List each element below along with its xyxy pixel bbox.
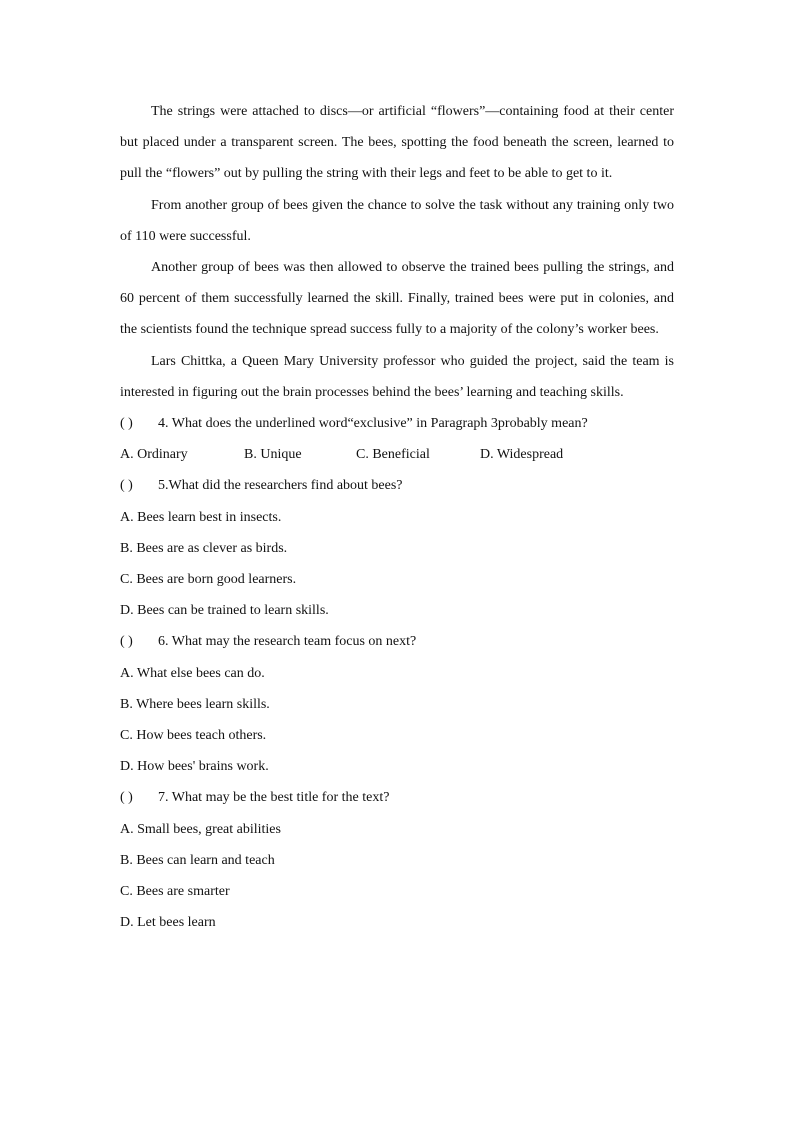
option-c: C. Bees are smarter	[120, 884, 230, 900]
answer-blank: ( )	[120, 416, 133, 432]
option-b: B. Unique	[244, 447, 302, 463]
option-b: B. Bees are as clever as birds.	[120, 540, 288, 556]
question-4-options	[120, 439, 674, 470]
option-a: A. What else bees can do.	[120, 665, 265, 681]
passage-paragraph-3: Another group of bees was then allowed to observe the trained bees pulling the strings, and 60 percent of them successfully learned the skill. Finally, trained bees were put in colonies, and the scientists found the technique spread success fully to a majority of the colony’s worker bees.	[120, 260, 674, 338]
option-c: C. How bees teach others.	[120, 728, 267, 744]
option-b: B. Where bees learn skills.	[120, 696, 270, 712]
question-5-stem	[120, 470, 674, 501]
option-a: A. Bees learn best in insects.	[120, 509, 282, 525]
option-d: D. Let bees learn	[120, 915, 216, 931]
answer-blank: ( )	[120, 634, 133, 650]
passage-paragraph-1: The strings were attached to discs—or artificial “flowers”—containing food at their center but placed under a transparent screen. The bees, spotting the food beneath the screen, learned to pull the “flowers” out by pulling the string with their legs and feet to be able to get to it.	[120, 104, 674, 182]
question-text: 7. What may be the best title for the text?	[158, 790, 390, 806]
option-d: D. How bees' brains work.	[120, 759, 269, 775]
answer-blank: ( )	[120, 478, 133, 494]
question-text: 6. What may the research team focus on next?	[158, 634, 417, 650]
question-4-stem	[120, 408, 674, 439]
option-a: A. Ordinary	[120, 447, 188, 463]
question-7-stem	[120, 782, 674, 813]
option-c: C. Beneficial	[356, 447, 430, 463]
option-b: B. Bees can learn and teach	[120, 852, 275, 868]
answer-blank: ( )	[120, 790, 133, 806]
question-6-stem	[120, 626, 674, 657]
option-c: C. Bees are born good learners.	[120, 572, 297, 588]
option-d: D. Widespread	[480, 447, 564, 463]
passage-paragraph-2: From another group of bees given the chance to solve the task without any training only two of 110 were successful.	[120, 197, 674, 244]
passage-paragraph-4: Lars Chittka, a Queen Mary University professor who guided the project, said the team is interested in figuring out the brain processes behind the bees’ learning and teaching skills.	[120, 353, 674, 400]
question-text: 4. What does the underlined word“exclusive” in Paragraph 3probably mean?	[158, 416, 588, 432]
document-page	[120, 96, 674, 938]
option-a: A. Small bees, great abilities	[120, 821, 281, 837]
option-d: D. Bees can be trained to learn skills.	[120, 603, 329, 619]
question-text: 5.What did the researchers find about bees?	[158, 478, 403, 494]
